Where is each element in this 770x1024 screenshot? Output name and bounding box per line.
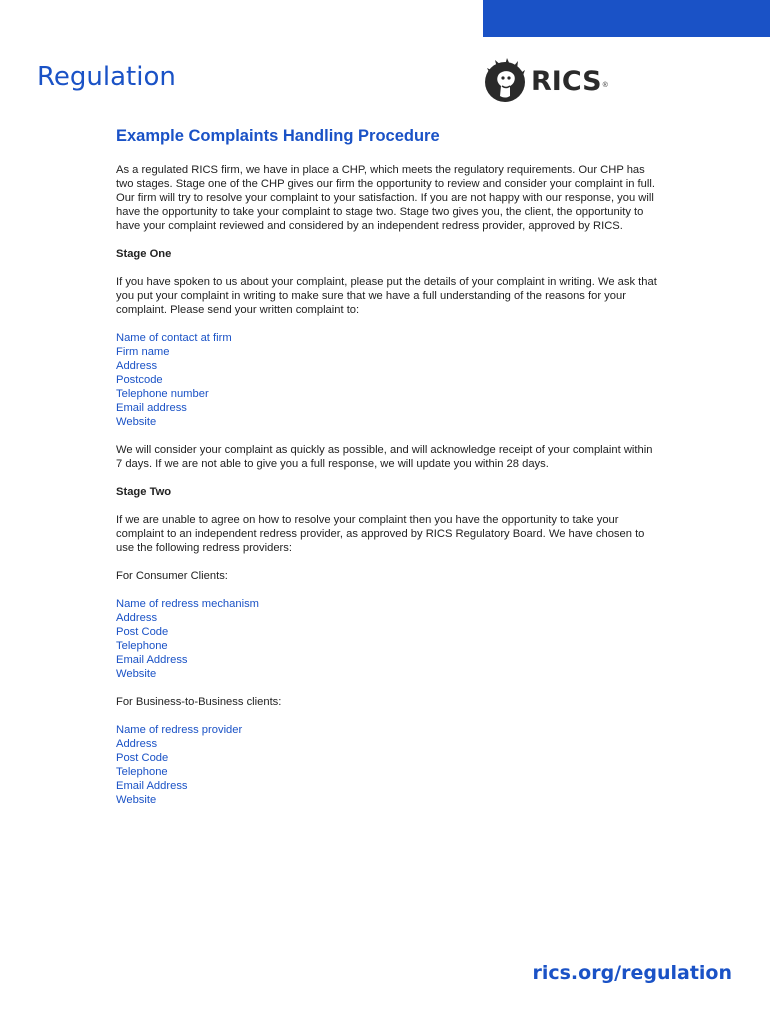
list-item: Firm name <box>116 346 170 358</box>
list-item: Email Address <box>116 780 188 792</box>
list-item: Name of redress mechanism <box>116 598 260 610</box>
stage-one-heading: Stage One <box>116 248 172 260</box>
list-item: Post Code <box>116 752 169 764</box>
list-item: Website <box>116 794 157 806</box>
consumer-redress-list <box>116 597 661 681</box>
list-item: Address <box>116 738 158 750</box>
list-item: Address <box>116 612 158 624</box>
firm-contact-list <box>116 331 661 429</box>
top-accent-bar <box>483 0 770 37</box>
list-item: Postcode <box>116 374 163 386</box>
document-title: Example Complaints Handling Procedure <box>116 127 440 145</box>
document-body <box>116 126 661 821</box>
list-item: Website <box>116 668 157 680</box>
stage-two-heading: Stage Two <box>116 486 172 498</box>
stage-one-paragraph: If you have spoken to us about your complaint, please put the details of your complaint in writing. We ask that you put your complaint in writing to make sure that we have a full understanding of the reasons for your complaint. Please send your written complaint to: <box>116 276 657 316</box>
list-item: Name of contact at firm <box>116 332 232 344</box>
rics-logo <box>483 55 633 107</box>
footer-website-link[interactable]: rics.org/regulation <box>532 962 732 984</box>
section-title: Regulation <box>37 62 176 92</box>
stage-two-paragraph: If we are unable to agree on how to resolve your complaint then you have the opportunity to take your complaint to an independent redress provider, as approved by RICS Regulatory Board. We have chosen to use the following redress providers: <box>116 514 645 554</box>
logo-wordmark: RICS <box>531 65 602 97</box>
list-item: Telephone <box>116 766 168 778</box>
list-item: Telephone number <box>116 388 209 400</box>
lion-emblem-icon <box>483 56 527 106</box>
registered-mark: ® <box>602 81 608 89</box>
business-redress-list <box>116 723 661 807</box>
list-item: Address <box>116 360 158 372</box>
stage-one-followup: We will consider your complaint as quickly as possible, and will acknowledge receipt of your complaint within 7 days. If we are not able to give you a full response, we will update you within 28 days. <box>116 444 653 470</box>
list-item: Email Address <box>116 654 188 666</box>
list-item: Email address <box>116 402 187 414</box>
business-clients-label: For Business-to-Business clients: <box>116 696 282 708</box>
list-item: Telephone <box>116 640 168 652</box>
intro-paragraph: As a regulated RICS firm, we have in place a CHP, which meets the regulatory requirements. Our CHP has two stages. Stage one of the CHP gives our firm the opportunity to review and consider your complaint in full. Our firm will try to resolve your complaint to your satisfaction. If you are not happy with our response, you will have the opportunity to take your complaint to stage two. Stage two gives you, the client, the opportunity to have your complaint reviewed and considered by an independent redress provider, approved by RICS. <box>116 164 655 232</box>
consumer-clients-label: For Consumer Clients: <box>116 570 228 582</box>
list-item: Post Code <box>116 626 169 638</box>
list-item: Name of redress provider <box>116 724 243 736</box>
list-item: Website <box>116 416 157 428</box>
